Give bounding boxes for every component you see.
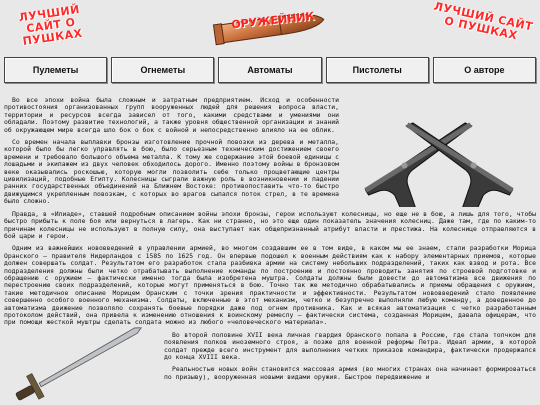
article-paragraph: Во все эпохи война была сложным и затратным предприятием. Исход и особенности противостояния организованных групп вооруженных людей для решения вопроса власти, территории и ресурсов всегда зависел от того, какими средствами и умениями они обладали. Поэтому развитие технологий, а также уровня общественной организации и знаний об окружающем мире всегда шло бок о бок с войной и непосредственно влияло на ее облик. (4, 96, 339, 134)
nav-item-assault-rifles[interactable]: Автоматы (218, 57, 321, 83)
slogan-right: ЛУЧШИЙ САЙТ О ПУШКАХ (432, 0, 535, 43)
nav-item-flamethrowers[interactable]: Огнеметы (111, 57, 214, 83)
article-paragraph: Со времен начала выплавки бронзы изготовление прочной повозки из дерева и металла, которой было бы легко управлять в бою, было серьезным техническим достижением своего времени и требовало большого объема металла. К тому же содержание этой боевой единицы с лошадьми и экипажем из двух человек обходилось дорого. Именно поэтому войны в бронзовом веке оказывались роскошью, которую могли позволить себе только процветающие центры цивилизаций, подобные Египту. Колесницы сыграли важную роль в возникновении и падении ранних государственных объединений на Ближнем Востоке: противопоставить что-то быстро движущимся укрепленным повозкам, с которых во врагов сыпался поток стрел, в те времена было сложно. (4, 138, 339, 206)
site-header (0, 0, 540, 55)
nav-item-machine-guns[interactable]: Пулеметы (4, 57, 107, 83)
main-nav (4, 57, 536, 83)
article-paragraph: Правда, в «Илиаде», ставшей подробным описанием войны эпохи бронзы, герои используют колесницы, но еще не в бою, а лишь для того, чтобы быстро прибыть к поле боя или вернуться в лагерь. Как ни странно, но это еще один показатель значения колесниц. Даже там, где по каким-то причинам колесницы не используют в полную силу, она выступает как общепризнанный атрибут власти и престижа. На колеснице отправляются в бой цари и герои. (4, 209, 536, 240)
nav-item-about-author[interactable]: О авторе (433, 57, 536, 83)
article-paragraph: Во второй половине XVII века личная гвардия Оранского попала в Россию, где стала толчком для появления полков иноземного строя, а позже для военной реформы Петра. Идеал армии, в которой солдат прежде всего инструмент для выполнения четких приказов командира, фактически продержался до конца XVIII века. (164, 330, 536, 361)
article-paragraph: Одним из важнейших нововведений в управлении армией, во многом создавшим ее в том виде, в каком мы ее знаем, стали разработки Морица Оранского — правителя Нидерландов с 1585 по 1625 год. Он впервые подошел к военным действиям как к набору элементарных приемов, которые должен совершать солдат. Результатом его разработок стала разбивка армии на систему небольших подразделений, таких как взвод и рота. Все подразделения должны были четко отрабатывать выполнение команды по построению и постоянно проводить занятия по строевой подготовке и обращению с оружием — фактически именно тогда была изобретена муштра. Солдаты должны были довести до автоматизма все движения по перестроению своих подразделений, которые могут применяться в бою. Точно так же методично обрабатывались и приемы обращения с оружием, такие методичное описание Морицем Оранским с точки зрения практичности и эффективности. Результатом нововведений стало появление совершенно особого военного механизма. Солдаты, включенные в этот механизм, четко и безупречно выполняли любую команду, а доведенное до автоматизма движение позволяло сохранять боевые порядки даже под огнем противника. Как и всякая автоматизация с четко разработанным протоколом действий, она привела к изменению отношения к воинскому ремеслу — фактически система, созданная Морицем, давала офицерам, что при помощи жесткой муштры сделать солдата можно из любого «человеческого материала». (4, 244, 536, 327)
article-paragraph: Реальностью новых войн становится массовая армия (во многих странах она начинает формироваться по призыву), вооруженная новыми видами оружия. Быстрое передвижение и (164, 365, 536, 381)
logo-text: ОРУЖЕЙНИК (230, 9, 316, 32)
slogan-left: ЛУЧШИЙ САЙТ О ПУШКАХ (17, 2, 84, 49)
sword-image (4, 320, 154, 405)
nav-item-pistols[interactable]: Пистолеты (326, 57, 429, 83)
